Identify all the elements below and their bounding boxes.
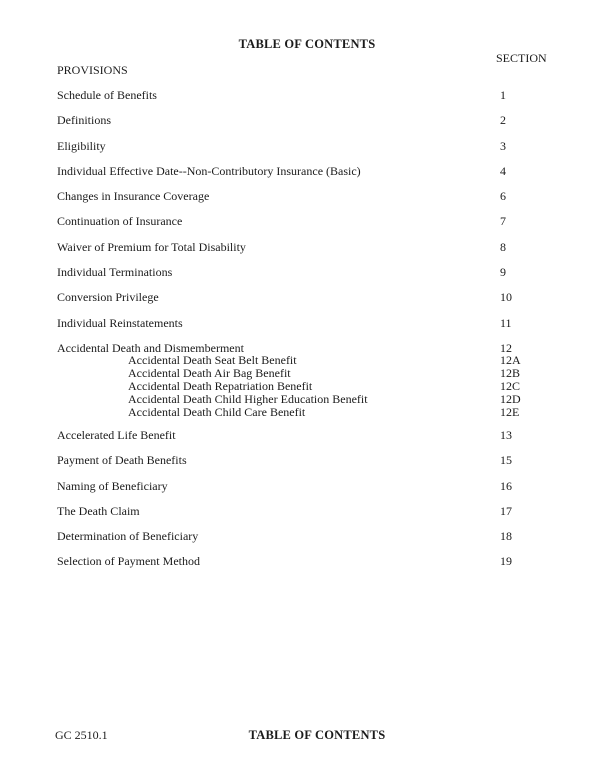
toc-item-label: Individual Terminations xyxy=(57,265,173,280)
toc-group xyxy=(57,505,557,517)
toc-item-label: Accidental Death Air Bag Benefit xyxy=(128,365,291,380)
toc-item-label: Accidental Death Seat Belt Benefit xyxy=(128,352,297,367)
toc-item-label: Accidental Death and Dismemberment xyxy=(57,340,244,355)
toc-group xyxy=(57,555,557,567)
toc-item-section: 15 xyxy=(500,453,512,468)
toc-group xyxy=(57,114,557,126)
toc-row xyxy=(57,429,557,441)
toc-group xyxy=(57,215,557,227)
toc-item-label: Changes in Insurance Coverage xyxy=(57,189,210,204)
toc-item-section: 11 xyxy=(500,315,512,330)
toc-group xyxy=(57,241,557,253)
toc-item-label: Individual Reinstatements xyxy=(57,315,183,330)
toc-group xyxy=(57,89,557,101)
toc-row xyxy=(57,114,557,126)
provisions-column-header: PROVISIONS xyxy=(57,63,128,77)
toc-row xyxy=(57,480,557,492)
toc-item-section: 3 xyxy=(500,138,506,153)
toc-item-label: Naming of Beneficiary xyxy=(57,478,168,493)
toc-item-section: 12A xyxy=(500,352,521,367)
toc-item-label: Accelerated Life Benefit xyxy=(57,427,176,442)
toc-item-section: 8 xyxy=(500,239,506,254)
toc-list xyxy=(57,89,557,581)
toc-row xyxy=(57,165,557,177)
toc-item-section: 9 xyxy=(500,265,506,280)
toc-group xyxy=(57,454,557,466)
toc-item-section: 12 xyxy=(500,340,512,355)
toc-item-label: Accidental Death Repatriation Benefit xyxy=(128,378,313,393)
toc-row xyxy=(57,266,557,278)
toc-item-label: Waiver of Premium for Total Disability xyxy=(57,239,246,254)
toc-group xyxy=(57,530,557,542)
toc-group xyxy=(57,429,557,441)
toc-row xyxy=(57,454,557,466)
toc-item-label: Schedule of Benefits xyxy=(57,88,157,102)
toc-group xyxy=(57,190,557,202)
toc-item-section: 19 xyxy=(500,554,512,569)
toc-item-label: Conversion Privilege xyxy=(57,290,159,305)
toc-row xyxy=(57,530,557,542)
toc-group xyxy=(57,291,557,303)
page-footer xyxy=(0,729,600,743)
toc-item-section: 12C xyxy=(500,378,521,393)
toc-item-label: Eligibility xyxy=(57,138,106,153)
toc-item-section: 7 xyxy=(500,214,506,229)
toc-row xyxy=(57,89,557,101)
toc-row xyxy=(57,140,557,152)
toc-item-section: 12E xyxy=(500,404,520,419)
toc-item-section: 4 xyxy=(500,163,506,178)
toc-item-section: 12D xyxy=(500,391,521,406)
toc-item-label: Payment of Death Benefits xyxy=(57,453,187,468)
toc-item-section: 17 xyxy=(500,503,512,518)
toc-group xyxy=(57,342,557,419)
toc-row xyxy=(57,505,557,517)
footer-title: TABLE OF CONTENTS xyxy=(248,728,386,742)
footer-doc-code: GC 2510.1 xyxy=(55,728,108,742)
toc-item-section: 1 xyxy=(500,88,506,102)
toc-item-section: 16 xyxy=(500,478,512,493)
toc-item-label: The Death Claim xyxy=(57,503,140,518)
toc-group xyxy=(57,165,557,177)
toc-item-section: 13 xyxy=(500,427,512,442)
toc-row xyxy=(57,291,557,303)
toc-item-label: Accidental Death Child Higher Education Benefit xyxy=(128,391,368,406)
toc-group xyxy=(57,317,557,329)
toc-item-label: Definitions xyxy=(57,113,111,128)
toc-item-label: Continuation of Insurance xyxy=(57,214,183,229)
toc-item-section: 6 xyxy=(500,189,506,204)
toc-item-label: Selection of Payment Method xyxy=(57,554,200,569)
toc-group xyxy=(57,140,557,152)
toc-row xyxy=(57,241,557,253)
toc-item-section: 18 xyxy=(500,529,512,544)
section-column-header: SECTION xyxy=(496,51,547,65)
toc-item-label: Accidental Death Child Care Benefit xyxy=(128,404,306,419)
toc-item-label: Individual Effective Date--Non-Contributory Insurance (Basic) xyxy=(57,163,361,178)
toc-row xyxy=(57,555,557,567)
page-title: TABLE OF CONTENTS xyxy=(238,37,376,51)
toc-group xyxy=(57,266,557,278)
toc-group xyxy=(57,480,557,492)
toc-item-label: Determination of Beneficiary xyxy=(57,529,199,544)
toc-item-section: 2 xyxy=(500,113,506,128)
toc-item-section: 12B xyxy=(500,365,521,380)
toc-row xyxy=(57,317,557,329)
toc-subrow xyxy=(57,406,557,419)
toc-row xyxy=(57,215,557,227)
toc-item-section: 10 xyxy=(500,290,512,305)
toc-row xyxy=(57,190,557,202)
